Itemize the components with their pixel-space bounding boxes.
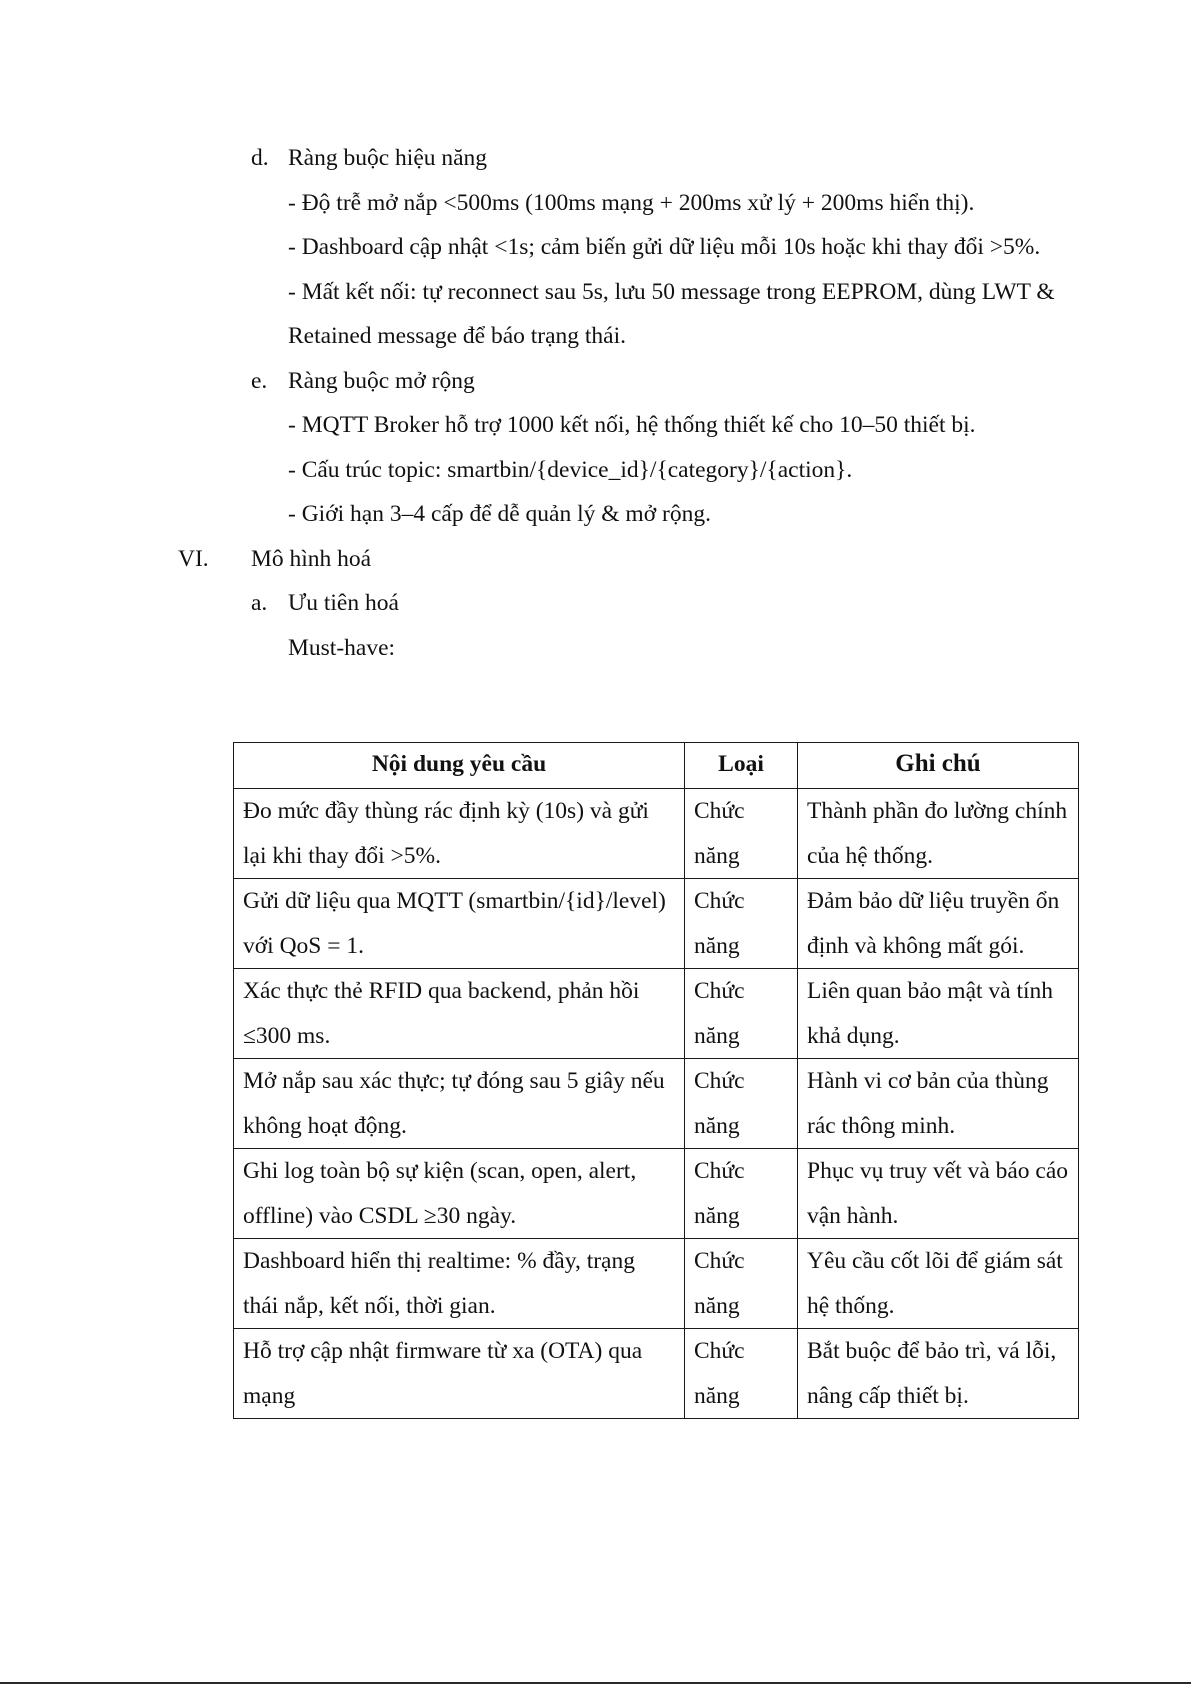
requirement-cell: Mở nắp sau xác thực; tự đóng sau 5 giây nếu không hoạt động. <box>234 1059 685 1149</box>
type-cell: Chức năng <box>685 1059 798 1149</box>
must-have-requirements-table <box>233 742 1079 1419</box>
section-e-heading <box>0 359 1191 404</box>
section-a-title: Ưu tiên hoá <box>288 590 399 616</box>
section-vi-title: Mô hình hoá <box>251 545 372 572</box>
section-a-heading <box>0 581 1191 626</box>
type-cell: Chức năng <box>685 1239 798 1329</box>
must-have-label: Must-have: <box>288 634 396 661</box>
section-e-title: Ràng buộc mở rộng <box>288 367 475 394</box>
table-row <box>234 1149 1079 1239</box>
note-cell: Yêu cầu cốt lõi để giám sát hệ thống. <box>798 1239 1079 1329</box>
section-a-marker: a. <box>251 590 268 616</box>
note-cell: Đảm bảo dữ liệu truyền ổn định và không mất gói. <box>798 879 1079 969</box>
type-cell: Chức năng <box>685 1149 798 1239</box>
type-cell: Chức năng <box>685 1329 798 1419</box>
header-requirement: Nội dung yêu cầu <box>234 743 685 789</box>
table-row <box>234 969 1079 1059</box>
type-cell: Chức năng <box>685 969 798 1059</box>
table-row <box>234 1059 1079 1149</box>
scalability-levels-item: - Giới hạn 3–4 cấp để dễ quản lý & mở rộng. <box>288 501 711 527</box>
note-cell: Liên quan bảo mật và tính khả dụng. <box>798 969 1079 1059</box>
requirement-cell: Gửi dữ liệu qua MQTT (smartbin/{id}/level) với QoS = 1. <box>234 879 685 969</box>
performance-latency-item: - Độ trễ mở nắp <500ms (100ms mạng + 200ms xử lý + 200ms hiển thị). <box>288 189 975 216</box>
section-d-title: Ràng buộc hiệu năng <box>288 145 488 171</box>
performance-reconnect-item: - Mất kết nối: tự reconnect sau 5s, lưu 50 message trong EEPROM, dùng LWT & Retained message để báo trạng thái. <box>288 278 1055 349</box>
section-d-heading <box>0 136 1191 181</box>
page-bottom-rule <box>0 1682 1191 1684</box>
type-cell: Chức năng <box>685 879 798 969</box>
performance-dashboard-item: - Dashboard cập nhật <1s; cảm biến gửi dữ liệu mỗi 10s hoặc khi thay đổi >5%. <box>288 234 1041 260</box>
section-e-marker: e. <box>251 367 268 394</box>
requirement-cell: Hỗ trợ cập nhật firmware từ xa (OTA) qua mạng <box>234 1329 685 1419</box>
section-vi-marker: VI. <box>178 545 209 572</box>
table-row <box>234 789 1079 879</box>
requirement-cell: Xác thực thẻ RFID qua backend, phản hồi ≤300 ms. <box>234 969 685 1059</box>
header-type: Loại <box>685 743 798 789</box>
table-header-row <box>234 743 1079 789</box>
requirement-cell: Ghi log toàn bộ sự kiện (scan, open, alert, offline) vào CSDL ≥30 ngày. <box>234 1149 685 1239</box>
scalability-topic-item: - Cấu trúc topic: smartbin/{device_id}/{category}/{action}. <box>288 456 853 483</box>
requirement-cell: Đo mức đầy thùng rác định kỳ (10s) và gửi lại khi thay đổi >5%. <box>234 789 685 879</box>
note-cell: Phục vụ truy vết và báo cáo vận hành. <box>798 1149 1079 1239</box>
type-cell: Chức năng <box>685 789 798 879</box>
section-vi-heading <box>0 537 1191 582</box>
table-row <box>234 1239 1079 1329</box>
table-row <box>234 1329 1079 1419</box>
note-cell: Hành vi cơ bản của thùng rác thông minh. <box>798 1059 1079 1149</box>
requirement-cell: Dashboard hiển thị realtime: % đầy, trạng thái nắp, kết nối, thời gian. <box>234 1239 685 1329</box>
scalability-broker-item: - MQTT Broker hỗ trợ 1000 kết nối, hệ thống thiết kế cho 10–50 thiết bị. <box>288 412 976 438</box>
table-row <box>234 879 1079 969</box>
note-cell: Bắt buộc để bảo trì, vá lỗi, nâng cấp thiết bị. <box>798 1329 1079 1419</box>
header-note: Ghi chú <box>798 743 1079 789</box>
section-d-marker: d. <box>251 145 269 171</box>
document-body <box>0 136 1191 670</box>
note-cell: Thành phần đo lường chính của hệ thống. <box>798 789 1079 879</box>
